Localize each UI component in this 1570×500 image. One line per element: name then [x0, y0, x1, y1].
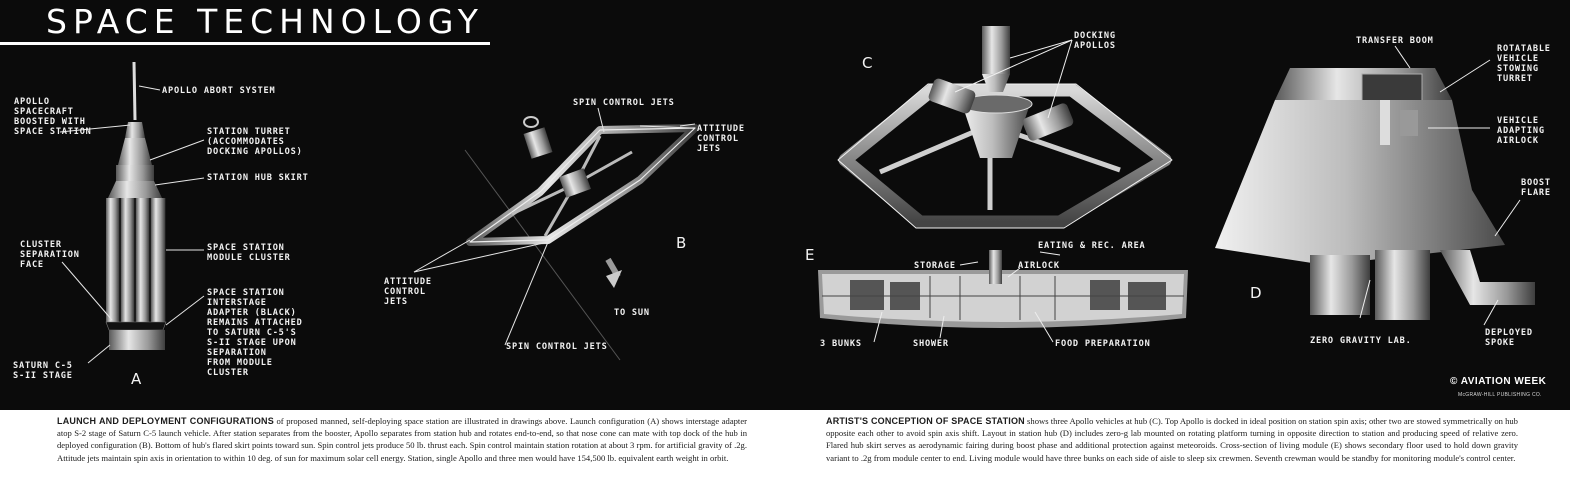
label-to-sun: TO SUN: [614, 308, 650, 318]
label-storage: STORAGE: [914, 261, 956, 271]
hub-docking-drawing: [838, 26, 1172, 228]
label-deployed-spoke: DEPLOYED SPOKE: [1485, 328, 1533, 348]
label-saturn-stage: SATURN C-5 S-II STAGE: [13, 361, 73, 381]
label-apollo-abort-system: APOLLO ABORT SYSTEM: [162, 86, 276, 96]
page-title: SPACE TECHNOLOGY: [46, 2, 484, 41]
panel-letter-b: B: [676, 234, 687, 252]
label-three-bunks: 3 BUNKS: [820, 339, 862, 349]
label-docking-apollos: DOCKING APOLLOS: [1074, 31, 1116, 51]
label-rotatable-stowing-turret: ROTATABLE VEHICLE STOWING TURRET: [1497, 44, 1551, 84]
label-eating-rec-area: EATING & REC. AREA: [1038, 241, 1146, 251]
caption-artists-conception: [826, 415, 1518, 464]
panel-letter-e: E: [805, 246, 815, 264]
copyright-credit: © AVIATION WEEK: [1450, 376, 1547, 387]
title-underline: [0, 42, 490, 45]
label-station-hub-skirt: STATION HUB SKIRT: [207, 173, 309, 183]
label-station-turret: STATION TURRET (ACCOMMODATES DOCKING APOLLOS): [207, 127, 303, 157]
label-attitude-control-jets-right: ATTITUDE CONTROL JETS: [697, 124, 745, 154]
label-cluster-separation-face: CLUSTER SEPARATION FACE: [20, 240, 80, 270]
panel-letter-c: C: [862, 54, 873, 72]
label-boost-flare: BOOST FLARE: [1521, 178, 1551, 198]
publisher-credit: McGRAW-HILL PUBLISHING CO.: [1458, 392, 1542, 398]
caption-launch-deployment: [57, 415, 747, 464]
panel-letter-d: D: [1250, 284, 1262, 302]
deployed-configuration-drawing: [414, 108, 695, 360]
caption-right-lead: ARTIST'S CONCEPTION OF SPACE STATION: [826, 416, 1025, 426]
caption-left-lead: LAUNCH AND DEPLOYMENT CONFIGURATIONS: [57, 416, 274, 426]
label-airlock: AIRLOCK: [1018, 261, 1060, 271]
label-interstage-adapter: SPACE STATION INTERSTAGE ADAPTER (BLACK) REMAINS ATTACHED TO SATURN C-5'S S-II STAGE UPON SEPARATION FROM MODULE CLUSTER: [207, 288, 303, 378]
label-transfer-boom: TRANSFER BOOM: [1356, 36, 1434, 46]
caption-right-body: shows three Apollo vehicles at hub (C). Top Apollo is docked in ideal position on station spin axis; other two are stowed symmetrically on hub opposite each other to avoid spin axis shift. Layout in station hub (D) includes zero-g lab mounted on rotating platform turning in opposite direction to station and producing speed of relative zero. Flared hub skirt serves as aerodynamic fairing during boost phase and additional protection against meteoroids. Cross-section of living module (E) shows secondary floor used to hold down gravity variant to .2g from module center to end. Living module would have three bunks on each side of aisle to sleep six crewmen. Seventh crewman would be standby for monitoring module's control center.: [826, 416, 1518, 463]
label-spin-control-jets-bottom: SPIN CONTROL JETS: [506, 342, 608, 352]
label-module-cluster: SPACE STATION MODULE CLUSTER: [207, 243, 291, 263]
panel-letter-a: A: [131, 370, 142, 388]
label-spin-control-jets-top: SPIN CONTROL JETS: [573, 98, 675, 108]
caption-left-body: of proposed manned, self-deploying space station are illustrated in drawings above. Launch configuration (A) shows interstage adapter atop S-2 stage of Saturn C-5 launch vehicle. After station separates from the booster, Apollo separates from station hub and rotates end-to-end, so that nose cone can mate with top dock of the hub in deployed configuration (B). Bottom of hub's flared skirt points toward sun. Spin control jets produce 50 lb. thrust each. Spin control maintain station rotation at about 3 rpm. for artificial gravity of .2g. Attitude jets maintain spin axis in orientation to within 10 deg. of sun for maximum solar cell energy. Station, single Apollo and three men would have 154,500 lb. equivalent earth weight in orbit.: [57, 416, 747, 463]
label-apollo-spacecraft: APOLLO SPACECRAFT BOOSTED WITH SPACE STATION: [14, 97, 92, 137]
label-vehicle-adapting-airlock: VEHICLE ADAPTING AIRLOCK: [1497, 116, 1545, 146]
label-attitude-control-jets-left: ATTITUDE CONTROL JETS: [384, 277, 432, 307]
label-zero-gravity-lab: ZERO GRAVITY LAB.: [1310, 336, 1412, 346]
label-food-preparation: FOOD PREPARATION: [1055, 339, 1151, 349]
hub-cutaway-drawing: [1215, 46, 1535, 325]
living-module-drawing: [818, 250, 1188, 342]
label-shower: SHOWER: [913, 339, 949, 349]
